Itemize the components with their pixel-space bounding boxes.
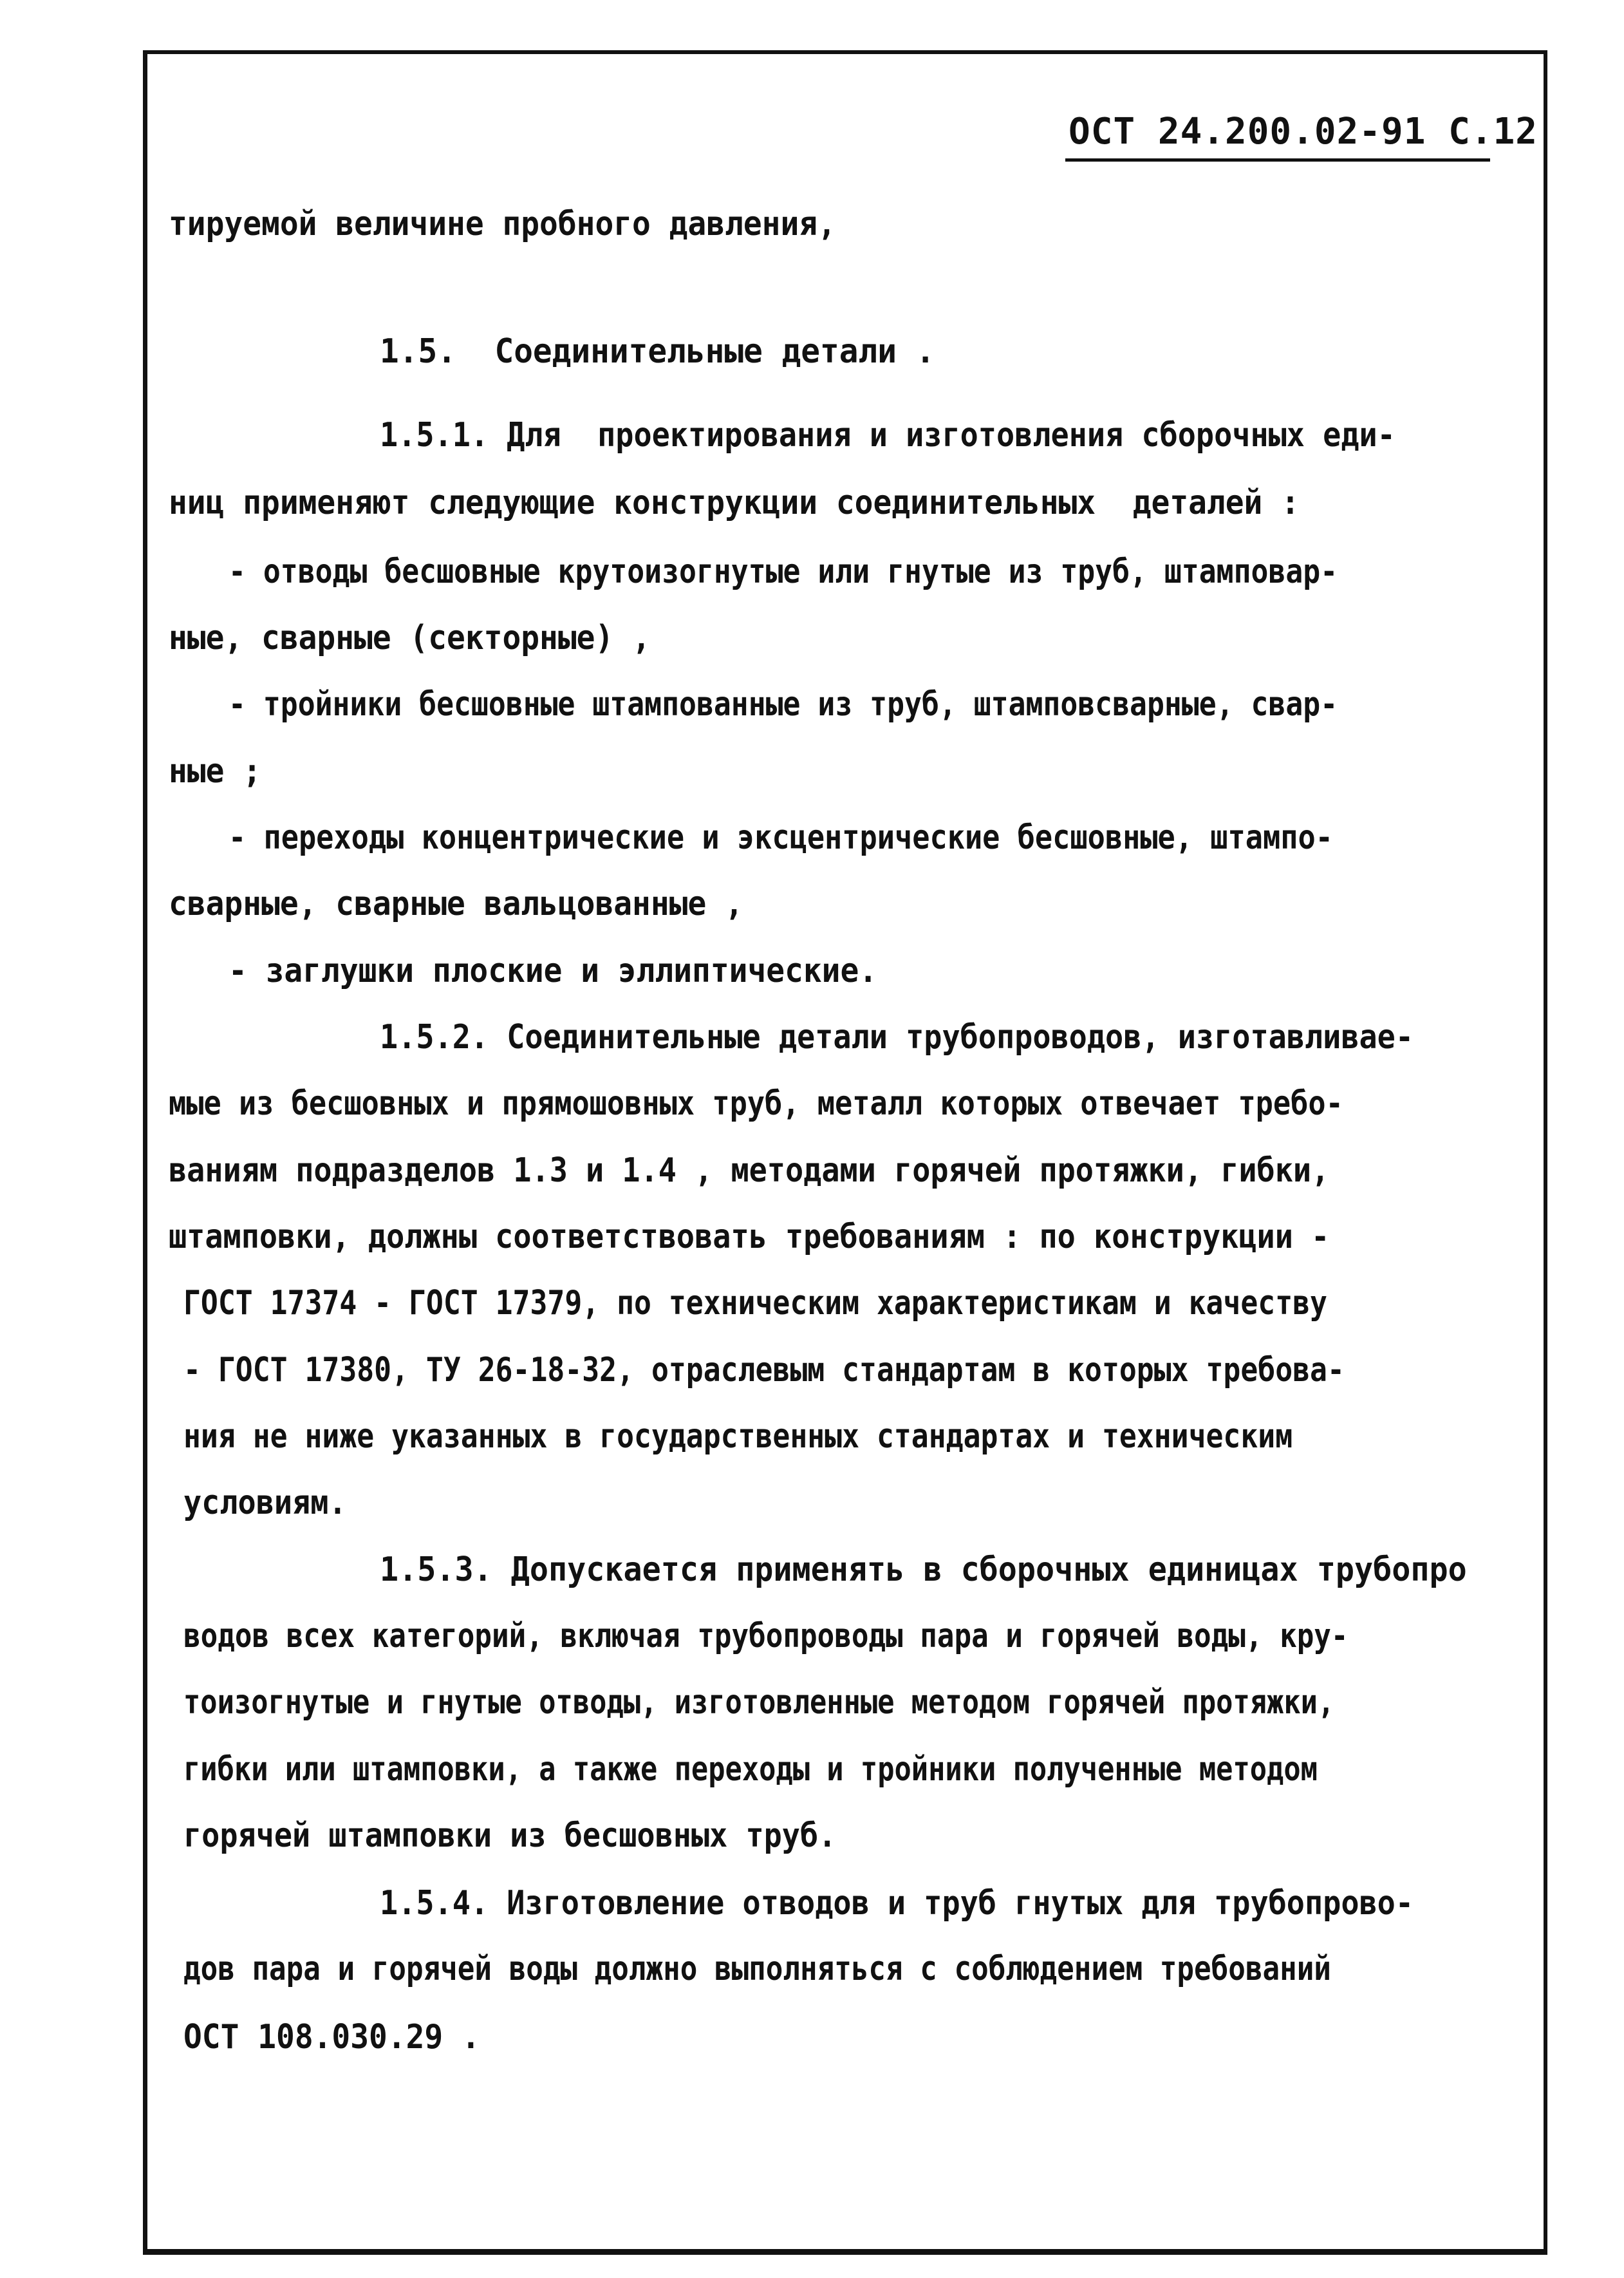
document-header: ОСТ 24.200.02-91 С.12	[1069, 111, 1538, 153]
text-line-24: горячей штамповки из бесшовных труб.	[183, 1816, 837, 1855]
list-item-4: - заглушки плоские и эллиптические.	[229, 952, 878, 990]
text-line-14: ваниям подразделов 1.3 и 1.4 , методами горячей протяжки, гибки,	[169, 1151, 1330, 1190]
header-underline	[1065, 158, 1490, 162]
text-line-6: ные, сварные (секторные) ,	[169, 619, 651, 657]
list-item-3: - переходы концентрические и эксцентрические бесшовные, штампо-	[229, 818, 1333, 857]
text-line-27: ОСТ 108.030.29 .	[183, 2018, 480, 2057]
text-line-4: ниц применяют следующие конструкции соединительных деталей :	[169, 484, 1300, 522]
text-line-17: - ГОСТ 17380, ТУ 26-18-32, отраслевым стандартам в которых требова-	[183, 1351, 1345, 1389]
text-line-23: гибки или штамповки, а также переходы и тройники полученные методом	[183, 1750, 1318, 1789]
text-line-13: мые из бесшовных и прямошовных труб, металл которых отвечает требо-	[169, 1084, 1343, 1123]
list-item-2: - тройники бесшовные штампованные из труб, штамповсварные, свар-	[229, 685, 1338, 724]
text-line-18: ния не ниже указанных в государственных стандартах и техническим	[183, 1417, 1293, 1456]
text-line-19: условиям.	[183, 1483, 347, 1522]
text-line-26: дов пара и горячей воды должно выполняться с соблюдением требований	[183, 1950, 1331, 1988]
text-line-25: 1.5.4. Изготовление отводов и труб гнутых для трубопрово-	[380, 1884, 1414, 1923]
text-line-22: тоизогнутые и гнутые отводы, изготовленные методом горячей протяжки,	[183, 1683, 1335, 1722]
list-item-1: - отводы бесшовные крутоизогнутые или гнутые из труб, штамповар-	[229, 552, 1338, 591]
text-line-3: 1.5.1. Для проектирования и изготовления сборочных еди-	[380, 416, 1395, 455]
text-line-16: ГОСТ 17374 - ГОСТ 17379, по техническим характеристикам и качеству	[183, 1284, 1327, 1323]
text-line-10: сварные, сварные вальцованные ,	[169, 885, 743, 923]
section-heading: 1.5. Соединительные детали .	[380, 332, 935, 371]
text-line-20: 1.5.3. Допускается применять в сборочных единицах трубопро	[380, 1550, 1467, 1589]
text-line-8: ные ;	[169, 752, 262, 791]
text-line-12: 1.5.2. Соединительные детали трубопроводов, изготавливае-	[380, 1018, 1414, 1057]
text-line-21: водов всех категорий, включая трубопроводы пара и горячей воды, кру-	[183, 1617, 1349, 1655]
text-line-1: тируемой величине пробного давления,	[169, 205, 836, 243]
text-line-15: штамповки, должны соответствовать требованиям : по конструкции -	[169, 1218, 1330, 1256]
